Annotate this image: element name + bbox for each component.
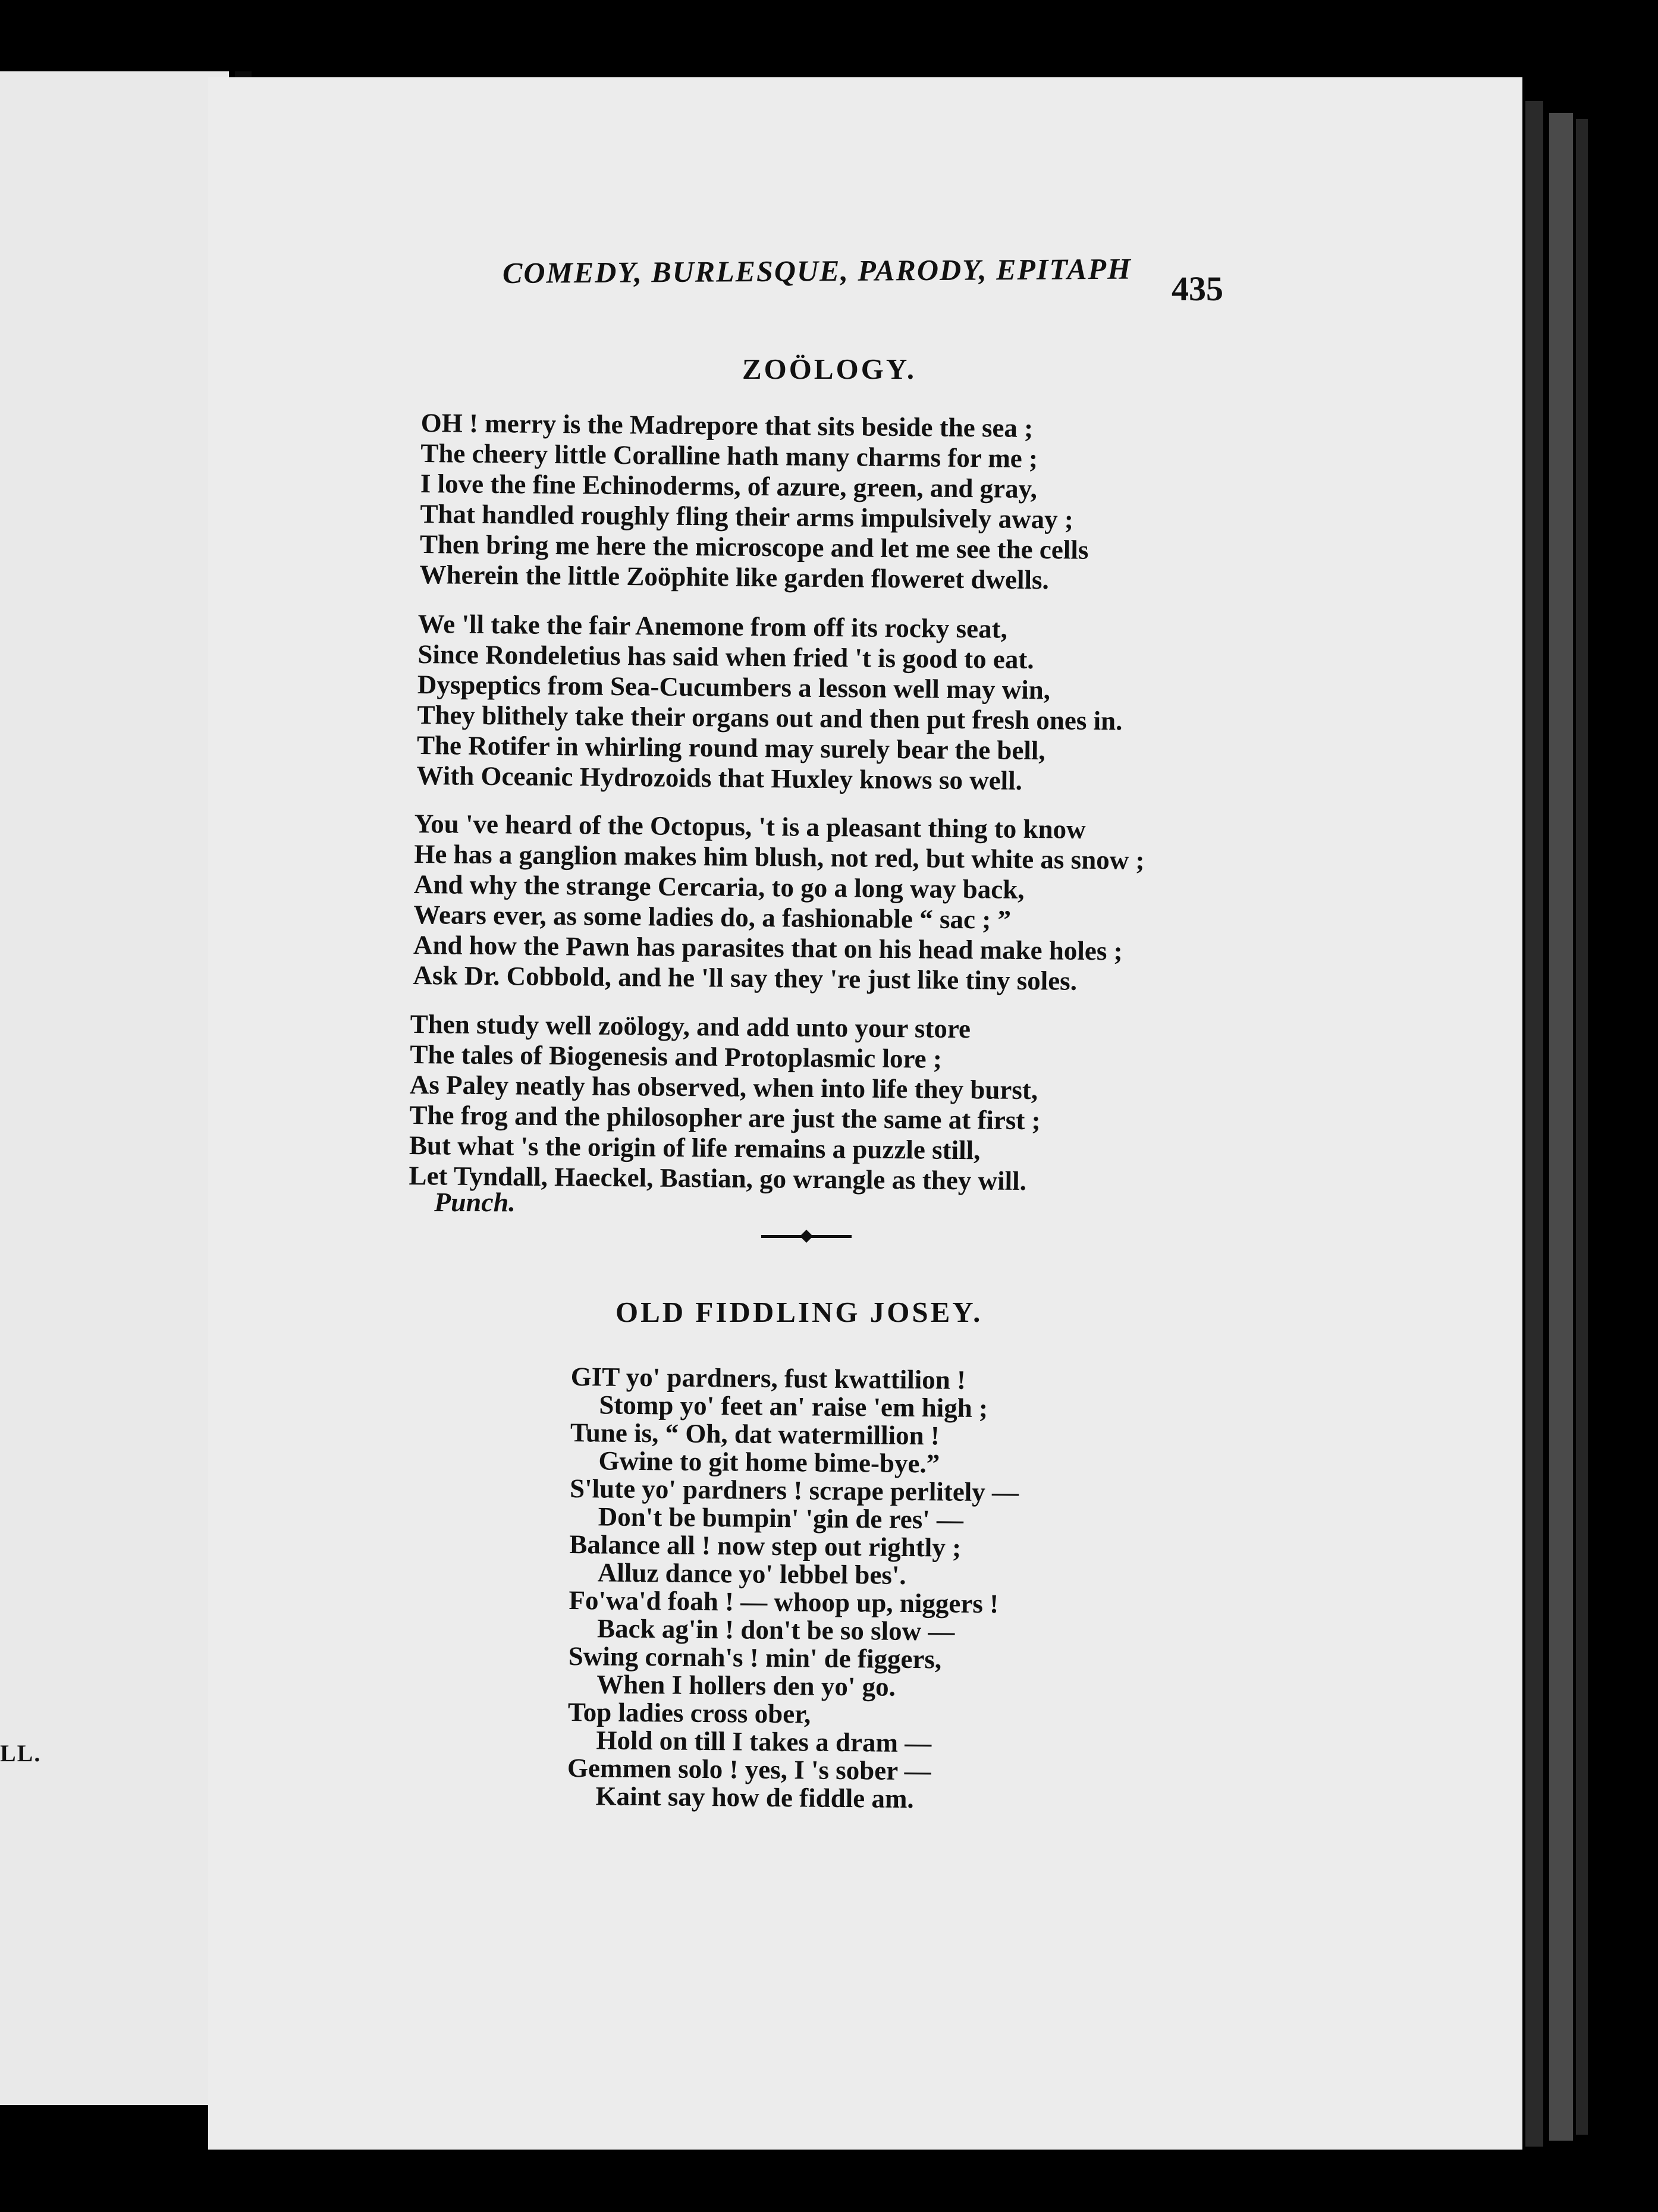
poem-line: Then bring me here the microscope and let me see the cells [419, 529, 1089, 565]
poem-line: S'lute yo' pardners ! scrape perlitely — [569, 1473, 1019, 1507]
poem-line: Fo'wa'd foah ! — whoop up, niggers ! [569, 1585, 999, 1619]
poem-line: Wherein the little Zoöphite like garden floweret dwells. [419, 559, 1049, 595]
poem-title-old-fiddling-josey: OLD FIDDLING JOSEY. [616, 1296, 983, 1328]
poem-line: Swing cornah's ! min' de figgers, [568, 1641, 942, 1674]
poem-line: Balance all ! now step out rightly ; [569, 1529, 962, 1563]
poem-line: Ask Dr. Cobbold, and he 'll say they 're just like tiny soles. [413, 960, 1078, 996]
poem-line: Kaint say how de fiddle am. [595, 1781, 914, 1814]
poem-line: That handled roughly fling their arms impulsively away ; [420, 498, 1074, 535]
page-edge [1576, 119, 1588, 2135]
poem-line: Dyspeptics from Sea-Cucumbers a lesson well may win, [417, 669, 1051, 705]
poem-line: Top ladies cross ober, [567, 1696, 811, 1729]
stanza-2 [416, 609, 1123, 797]
poem-line: Gwine to git home bime-bye.” [598, 1446, 940, 1479]
poem-line: As Paley neatly has observed, when into life they burst, [409, 1069, 1038, 1105]
page-edge [1525, 101, 1543, 2147]
poem-line: The frog and the philosopher are just the same at first ; [409, 1099, 1041, 1136]
running-head: COMEDY, BURLESQUE, PARODY, EPITAPH [502, 252, 1132, 290]
facing-page [0, 71, 229, 2105]
poem-line: They blithely take their organs out and then put fresh ones in. [417, 699, 1123, 736]
poem-source: Punch. [434, 1187, 516, 1217]
stanza-josey [567, 1363, 1019, 1814]
poem-line: I love the fine Echinoderms, of azure, green, and gray, [420, 468, 1038, 504]
poem-line: We 'll take the fair Anemone from off its rocky seat, [417, 609, 1008, 644]
poem-line: You 've heard of the Octopus, 't is a pleasant thing to know [414, 809, 1086, 844]
poem-line: The cheery little Coralline hath many charms for me ; [420, 438, 1038, 474]
poem-line: Let Tyndall, Haeckel, Bastian, go wrangle as they will. [409, 1160, 1027, 1196]
stanza-4 [409, 1009, 1041, 1196]
poem-title-zoology: ZOÖLOGY. [742, 353, 916, 385]
section-ornament [761, 1230, 852, 1243]
poem-line: Tune is, “ Oh, dat watermillion ! [570, 1417, 940, 1451]
poem-line: Since Rondeletius has said when fried 't is good to eat. [417, 639, 1034, 675]
page-number: 435 [1172, 269, 1223, 308]
poem-line: The tales of Biogenesis and Protoplasmic lore ; [410, 1039, 943, 1074]
poem-line: Hold on till I takes a dram — [596, 1725, 932, 1758]
poem-line: Wears ever, as some ladies do, a fashionable “ sac ; ” [413, 899, 1012, 935]
stanza-1 [419, 408, 1089, 596]
poem-line: Gemmen solo ! yes, I 's sober — [567, 1752, 931, 1786]
facing-page-fragment: LL. [0, 1740, 42, 1767]
poem-line: But what 's the origin of life remains a puzzle still, [409, 1130, 981, 1165]
poem-line: He has a ganglion makes him blush, not red, but white as snow ; [414, 838, 1145, 875]
page-edge [1549, 113, 1573, 2141]
poem-line: And how the Pawn has parasites that on his head make holes ; [413, 929, 1123, 966]
poem-line: Back ag'in ! don't be so slow — [596, 1613, 955, 1647]
poem-line: Stomp yo' feet an' raise 'em high ; [599, 1390, 988, 1424]
poem-line: Alluz dance yo' lebbel bes'. [597, 1557, 906, 1590]
poem-line: GIT yo' pardners, fust kwattilion ! [570, 1362, 966, 1395]
poem-line: Then study well zoölogy, and add unto your store [410, 1009, 971, 1044]
poem-line: With Oceanic Hydrozoids that Huxley knows so well. [416, 760, 1023, 796]
stanza-3 [413, 809, 1145, 997]
poem-line: Don't be bumpin' 'gin de res' — [598, 1501, 964, 1535]
poem-line: OH ! merry is the Madrepore that sits beside the sea ; [420, 408, 1034, 443]
poem-line: The Rotifer in whirling round may surely bear the bell, [416, 730, 1045, 766]
poem-line: And why the strange Cercaria, to go a long way back, [413, 869, 1025, 904]
poem-line: When I hollers den yo' go. [596, 1669, 896, 1702]
